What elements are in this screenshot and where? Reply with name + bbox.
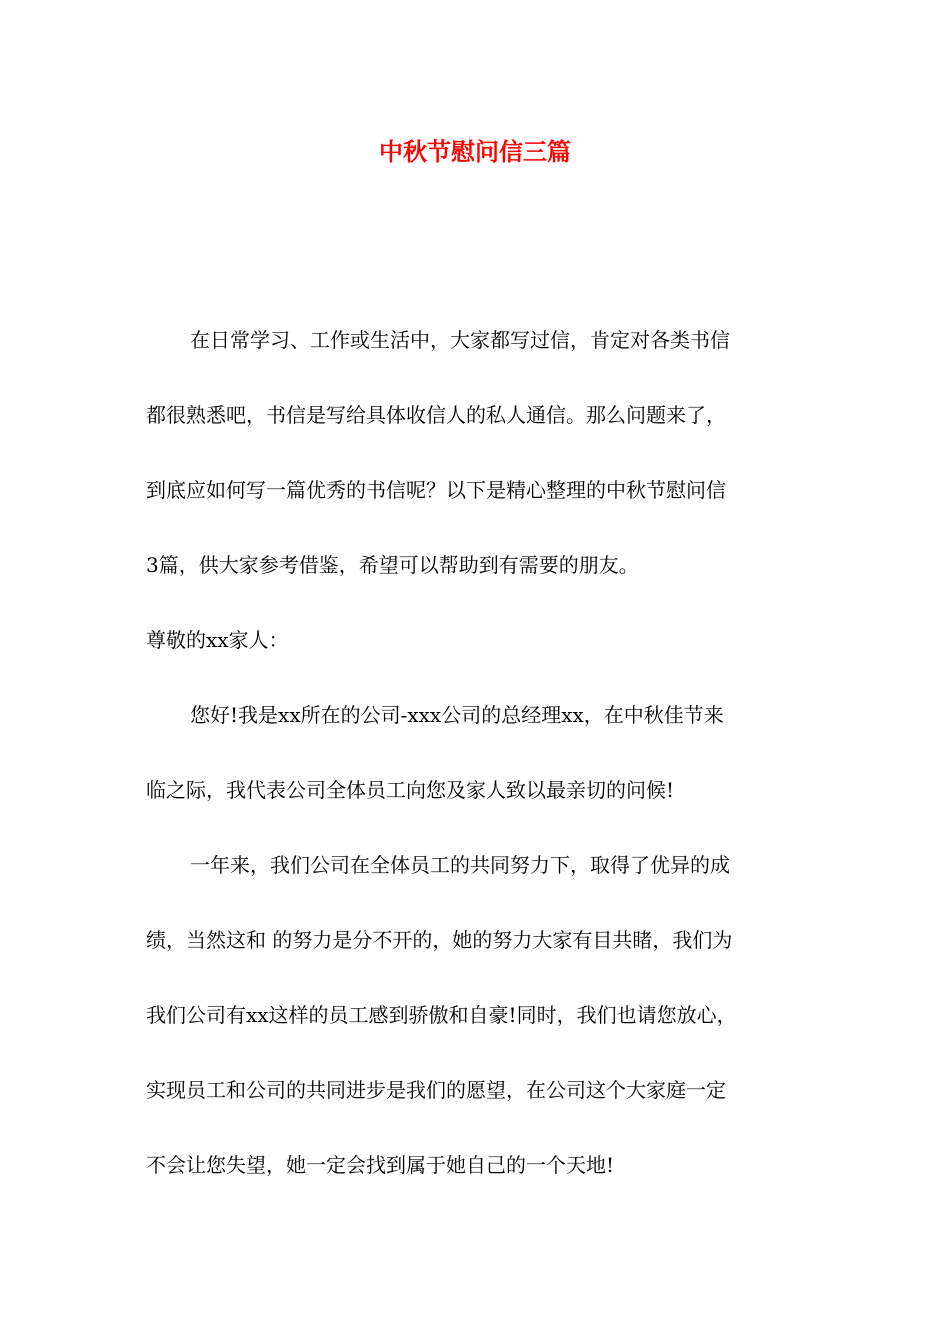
body-line: 您好!我是xx所在的公司-xxx公司的总经理xx，在中秋佳节来	[190, 703, 724, 727]
body-line: 在日常学习、工作或生活中，大家都写过信，肯定对各类书信	[190, 328, 730, 352]
body-line: 3篇，供大家参考借鉴，希望可以帮助到有需要的朋友。	[146, 553, 639, 577]
body-line: 临之际，我代表公司全体员工向您及家人致以最亲切的问候!	[146, 778, 675, 802]
document-title: 中秋节慰问信三篇	[379, 137, 571, 166]
body-line: 绩，当然这和 的努力是分不开的，她的努力大家有目共睹，我们为	[146, 928, 733, 952]
body-line: 到底应如何写一篇优秀的书信呢？以下是精心整理的中秋节慰问信	[146, 478, 726, 502]
body-line: 都很熟悉吧，书信是写给具体收信人的私人通信。那么问题来了，	[146, 403, 726, 427]
body-line: 我们公司有xx这样的员工感到骄傲和自豪!同时，我们也请您放心，	[146, 1003, 737, 1027]
body-line: 不会让您失望，她一定会找到属于她自己的一个天地!	[146, 1153, 615, 1177]
body-line: 一年来，我们公司在全体员工的共同努力下，取得了优异的成	[190, 853, 730, 877]
body-line: 实现员工和公司的共同进步是我们的愿望，在公司这个大家庭一定	[146, 1078, 726, 1102]
salutation-line: 尊敬的xx家人：	[146, 628, 289, 652]
